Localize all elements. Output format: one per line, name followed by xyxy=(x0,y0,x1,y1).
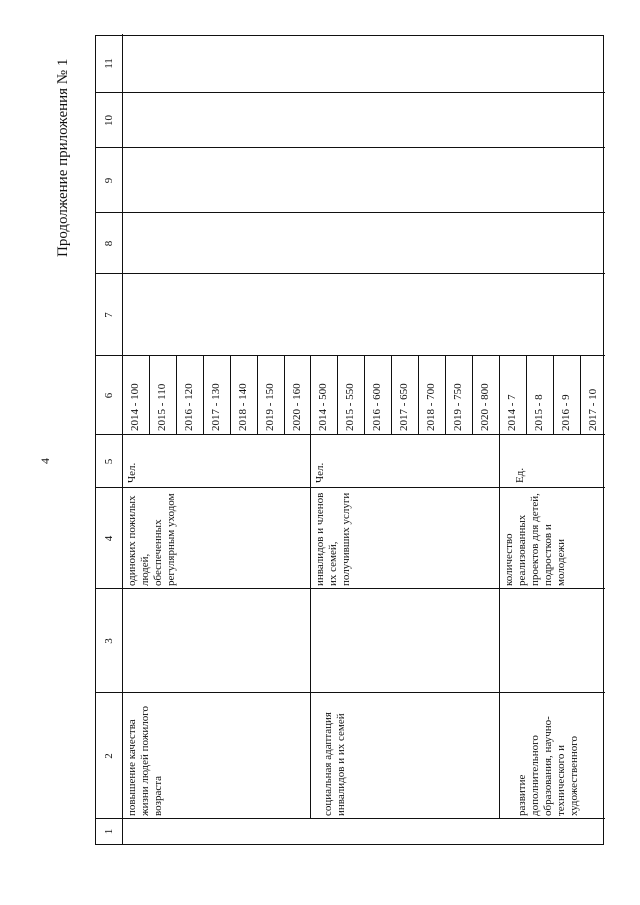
year-value: 2016 - 120 xyxy=(183,383,195,431)
col-divider xyxy=(96,355,605,356)
col-divider xyxy=(96,273,605,274)
col-number-11: 11 xyxy=(103,58,115,69)
col-number-3: 3 xyxy=(103,638,115,644)
col-divider xyxy=(96,692,605,693)
col-number-10: 10 xyxy=(103,115,115,126)
indicator-table xyxy=(95,35,604,845)
col-number-5: 5 xyxy=(103,458,115,465)
year-value: 2015 - 110 xyxy=(156,383,168,431)
year-value: 2019 - 150 xyxy=(264,383,276,431)
col-number-6: 6 xyxy=(103,392,115,399)
col-divider xyxy=(96,818,605,819)
col-number-8: 8 xyxy=(103,240,115,247)
page-number: 4 xyxy=(38,458,52,464)
goal-text: развитие дополнительного образования, научно-технического и художественного xyxy=(516,716,580,816)
header-divider xyxy=(122,34,123,844)
year-value: 2019 - 750 xyxy=(452,383,464,431)
year-value: 2020 - 800 xyxy=(479,383,491,431)
indicator-text: количество реализованных проектов для детей, подростков и молодежи xyxy=(503,493,567,586)
col-divider xyxy=(96,212,605,213)
year-value: 2015 - 8 xyxy=(533,394,545,431)
year-value: 2017 - 130 xyxy=(210,383,222,431)
year-value: 2017 - 10 xyxy=(587,388,599,431)
col-number-2: 2 xyxy=(103,753,115,759)
col-number-9: 9 xyxy=(103,177,115,184)
col-number-1: 1 xyxy=(103,828,115,835)
col-divider xyxy=(96,487,605,488)
goal-text: повышение качества жизни людей пожилого возраста xyxy=(126,706,164,816)
year-value: 2016 - 600 xyxy=(371,383,383,431)
col-number-4: 4 xyxy=(103,535,115,542)
indicator-text: инвалидов и членов их семей, получивших услуги xyxy=(314,492,352,586)
year-value: 2017 - 650 xyxy=(398,383,410,431)
year-value: 2014 - 100 xyxy=(129,383,141,431)
year-value: 2014 - 500 xyxy=(317,383,329,431)
appendix-title: Продолжение приложения № 1 xyxy=(55,58,71,257)
col-divider xyxy=(96,147,605,148)
unit-text: Чел. xyxy=(126,462,138,483)
year-value: 2018 - 140 xyxy=(237,383,249,431)
col-divider xyxy=(96,92,605,93)
goal-text: социальная адаптация инвалидов и их семей xyxy=(322,712,347,816)
indicator-text: одиноких пожилых людей, обеспеченных регулярным уходом xyxy=(126,493,177,586)
year-value: 2018 - 700 xyxy=(425,383,437,431)
unit-text: Ед. xyxy=(514,467,526,483)
col-divider xyxy=(96,588,605,589)
year-value: 2016 - 9 xyxy=(560,394,572,431)
unit-text: Чел. xyxy=(314,462,326,483)
year-value: 2020 - 160 xyxy=(291,383,303,431)
col-number-7: 7 xyxy=(103,312,115,318)
year-value: 2015 - 550 xyxy=(344,383,356,431)
year-value: 2014 - 7 xyxy=(506,394,518,431)
